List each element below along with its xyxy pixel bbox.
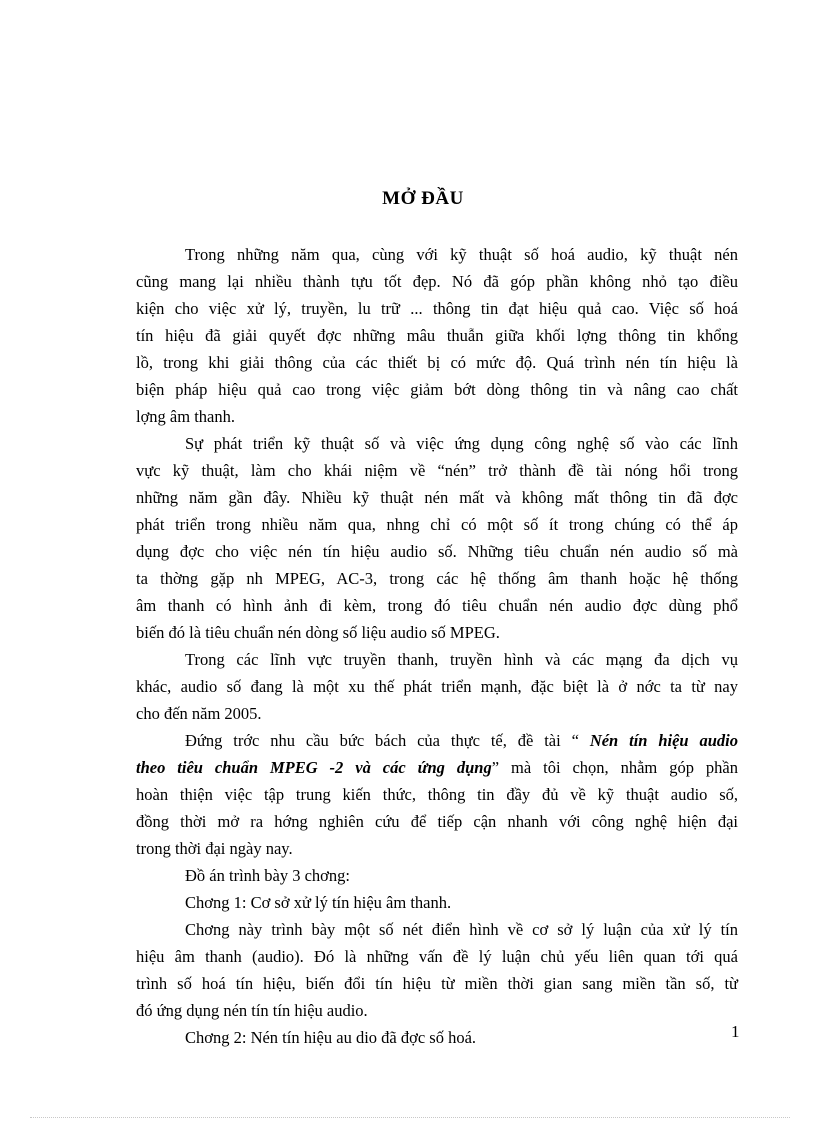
text-line: Sự phát triển kỹ thuật số và việc ứng dụng công nghệ số vào các lĩnh	[185, 434, 738, 453]
text-line: phát triển trong nhiều năm qua, nhng chỉ có một số ít trong chúng có thể áp	[136, 515, 738, 534]
text-line: trình số hoá tín hiệu, biến đổi tín hiệu từ miền thời gian sang miền tần số, từ	[136, 974, 738, 993]
text-line: Chơng này trình bày một số nét điển hình về cơ sở lý luận của xử lý tín	[185, 920, 738, 939]
text-line: đó ứng dụng nén tín tín hiệu audio.	[136, 1001, 368, 1020]
text-line: vực kỹ thuật, làm cho khái niệm về “nén” trở thành đề tài nóng hổi trong	[136, 461, 738, 480]
text-line: kiện cho việc xử lý, truyền, lu trữ ... thông tin đạt hiệu quả cao. Việc số hoá	[136, 299, 738, 318]
text-line: cũng mang lại nhiều thành tựu tốt đẹp. Nó đã góp phần không nhỏ tạo điều	[136, 272, 738, 291]
text-line: hoàn thiện việc tập trung kiến thức, thông tin đầy đủ về kỹ thuật audio số,	[136, 785, 738, 804]
text-line: những năm gần đây. Nhiều kỹ thuật nén mất và không mất thông tin đã đợc	[136, 488, 738, 507]
text-line	[136, 727, 738, 754]
text-line: lợng âm thanh.	[136, 407, 235, 426]
footer-divider	[30, 1117, 790, 1118]
body-text	[136, 241, 738, 1051]
text-line: âm thanh có hình ảnh đi kèm, trong đó tiêu chuẩn nén audio đợc dùng phổ	[136, 596, 738, 615]
text-line: biện pháp hiệu quả cao trong việc giảm bớt dòng thông tin và nâng cao chất	[136, 380, 738, 399]
text-line: đồng thời mở ra hớng nghiên cứu để tiếp cận nhanh với công nghệ hiện đại	[136, 812, 738, 831]
text-line: Chơng 1: Cơ sở xử lý tín hiệu âm thanh.	[185, 893, 452, 912]
text-line: ta thờng gặp nh MPEG, AC-3, trong các hệ thống âm thanh hoặc hệ thống	[136, 569, 738, 588]
text-line: khác, audio số đang là một xu thế phát triển mạnh, đặc biệt là ở nớc ta từ nay	[136, 677, 738, 696]
page-number: 1	[731, 1022, 740, 1041]
text-segment: ” mà tôi chọn, nhằm góp phần	[491, 758, 738, 777]
text-line: Trong những năm qua, cùng với kỹ thuật số hoá audio, kỹ thuật nén	[185, 245, 738, 264]
text-line: cho đến năm 2005.	[136, 704, 262, 723]
text-line: tín hiệu đã giải quyết đợc những mâu thuẫn giữa khối lợng thông tin khổng	[136, 326, 738, 345]
text-line: Đồ án trình bày 3 chơng:	[185, 866, 350, 885]
page-title: MỞ ĐẦU	[382, 188, 464, 209]
text-line	[136, 754, 738, 781]
thesis-title-text: Nén tín hiệu audio	[589, 731, 738, 750]
text-line: Trong các lĩnh vực truyền thanh, truyền hình và các mạng đa dịch vụ	[185, 650, 738, 669]
thesis-title-text: theo tiêu chuẩn MPEG -2 và các ứng dụng	[136, 758, 492, 777]
text-line: lồ, trong khi giải thông của các thiết bị có mức độ. Quá trình nén tín hiệu là	[136, 353, 738, 372]
text-line: biến đó là tiêu chuẩn nén dòng số liệu audio số MPEG.	[136, 623, 500, 642]
text-line: trong thời đại ngày nay.	[136, 839, 293, 858]
text-line: Chơng 2: Nén tín hiệu au dio đã đợc số hoá.	[185, 1028, 477, 1047]
text-line: dụng đợc cho việc nén tín hiệu audio số. Những tiêu chuẩn nén audio số mà	[136, 542, 738, 561]
text-line: hiệu âm thanh (audio). Đó là những vấn đề lý luận chủ yếu liên quan tới quá	[136, 947, 738, 966]
text-segment: Đứng trớc nhu cầu bức bách của thực tế, đề tài “	[185, 731, 590, 750]
